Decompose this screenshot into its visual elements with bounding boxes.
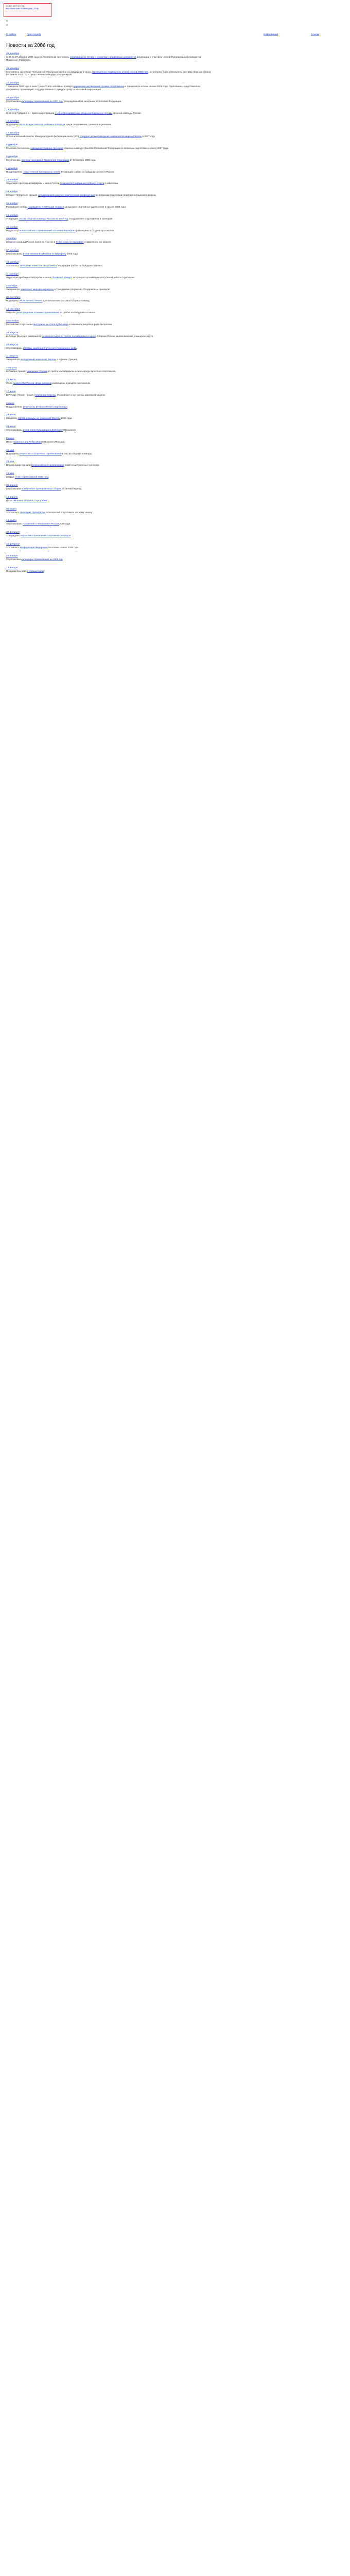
news-item — [6, 308, 212, 314]
news-link[interactable]: первого этапа Кубка мира — [13, 440, 42, 443]
news-link[interactable]: итоги летнего сезона — [19, 299, 43, 302]
news-text-lead: В Москве состоялось — [6, 146, 30, 149]
news-text-lead: Открыта — [6, 311, 16, 314]
news-text-lead: Опубликовано — [6, 522, 23, 526]
news-text-tail: в Познани (Польша). — [41, 440, 65, 443]
news-date-link[interactable]: 3 ноября — [6, 238, 16, 241]
news-text-tail: по вопросам подготовки к летнему сезону. — [45, 511, 93, 514]
news-text — [6, 440, 212, 444]
wayback-url-link[interactable]: http://www.ssfsr.ru/news/year_2006/ — [6, 7, 39, 10]
header-icons — [0, 18, 350, 28]
news-text — [6, 370, 212, 373]
news-text — [6, 288, 212, 291]
news-link[interactable]: международная научно-практическая конференция — [38, 194, 95, 197]
news-item — [6, 202, 212, 209]
news-date-link[interactable]: 11 октября — [6, 273, 19, 276]
news-text-tail: от 30 ноября 2006 года. — [69, 158, 96, 161]
news-text-tail: размещены в разделе протоколов. — [75, 229, 115, 232]
news-date-link[interactable]: 20 июня — [6, 426, 16, 429]
news-date-link[interactable]: 29 декабря — [6, 53, 19, 55]
news-item — [6, 366, 212, 373]
news-text-tail: с юбилеями. — [104, 182, 119, 185]
news-item — [6, 354, 212, 361]
news-link[interactable]: молодёжный чемпионат Европы — [20, 358, 57, 361]
news-text-lead: В Рачице (Чехия) прошёл — [6, 393, 36, 396]
news-text — [6, 135, 212, 138]
news-date-link[interactable]: 12 декабря — [6, 132, 19, 135]
news-item — [6, 543, 212, 549]
news-item — [6, 472, 212, 479]
news-text — [6, 335, 212, 338]
news-item — [6, 155, 212, 162]
news-text — [6, 71, 212, 77]
news-link[interactable]: календарь соревнований на 2006 год — [21, 557, 63, 561]
news-text-tail: среди спортсменов, тренеров и регионов. — [65, 123, 112, 126]
news-text — [6, 382, 212, 385]
news-text — [6, 323, 212, 326]
news-text-lead: Итоги — [6, 381, 13, 384]
news-item — [6, 167, 212, 174]
news-link[interactable]: план учебно-тренировочных сборов — [21, 487, 61, 490]
news-link[interactable]: чемпионат мира по марафону — [20, 287, 54, 291]
news-item — [6, 284, 212, 291]
news-date-link[interactable]: 22 мая — [6, 461, 14, 464]
news-text-tail: , на котором были утверждены составы сборных команд России на 2007 год и представлены кандидатуры тренеров. — [6, 70, 211, 76]
news-link[interactable]: с Новым годом — [27, 569, 44, 572]
news-text-lead: Итоги — [6, 499, 13, 502]
news-link[interactable]: положение о чемпионате России — [23, 522, 59, 526]
news-list — [6, 52, 212, 572]
news-item — [6, 178, 212, 185]
news-text-lead: Подведены — [6, 299, 20, 302]
news-text — [6, 264, 212, 267]
news-text-lead: Представляем — [6, 170, 23, 173]
news-text-lead: В Самаре прошёл — [6, 370, 27, 373]
news-link[interactable]: чемпионат мира по гребле на байдарках и каноэ — [42, 334, 96, 337]
news-item — [6, 237, 212, 244]
news-item — [6, 425, 212, 432]
news-text-tail: и завоевали медали в ряде дисциплин. — [68, 323, 113, 326]
news-text-tail: Федерации гребли на байдарках и каноэ. — [57, 264, 103, 267]
news-text — [6, 229, 212, 232]
news-text — [6, 299, 212, 302]
news-text — [6, 558, 212, 561]
news-text — [6, 511, 212, 514]
news-date-link[interactable]: 12 января — [6, 566, 18, 569]
news-item — [6, 261, 212, 267]
news-text-tail: по гребле на байдарках и каноэ. — [59, 311, 96, 314]
news-item — [6, 378, 212, 385]
news-text-lead: Опубликованы — [6, 429, 23, 432]
nav-home-link[interactable]: О гребле — [6, 33, 16, 36]
news-text-tail: . — [62, 557, 63, 561]
news-date-link[interactable]: 26 декабря — [6, 67, 19, 70]
news-date-link[interactable]: 14 апреля — [6, 496, 18, 499]
news-text-lead: Российские гребцы — [6, 205, 28, 208]
news-text-lead: Состоялась — [6, 546, 20, 549]
news-date-link[interactable]: 11 августа — [6, 355, 18, 358]
news-item — [6, 507, 212, 514]
news-item — [6, 190, 212, 197]
news-text-tail: . — [67, 405, 68, 408]
top-navigation — [0, 31, 350, 38]
news-item — [6, 249, 212, 256]
news-text-tail: в Трондхейме (Норвегия). Поздравляем призёров! — [54, 287, 110, 291]
news-text — [6, 241, 212, 244]
news-text-tail: 2006 года. — [59, 522, 71, 526]
news-link[interactable]: награждены почётными знаками — [28, 205, 64, 208]
news-text — [6, 546, 212, 549]
news-item — [6, 67, 212, 77]
news-item — [6, 531, 212, 537]
header-dot-icon — [6, 24, 8, 26]
news-text — [6, 217, 212, 221]
news-text-tail: в 2007 году. — [142, 135, 155, 138]
news-text-lead: Опубликован — [6, 487, 22, 490]
news-text — [6, 417, 212, 420]
news-item — [6, 131, 212, 138]
news-text-lead: Состоялось — [6, 264, 20, 267]
news-item — [6, 554, 212, 561]
news-date-link[interactable]: 27 октября — [6, 249, 19, 252]
news-text-tail: на лучшую организацию спортивной работы в регионах. — [72, 276, 135, 279]
news-item — [6, 390, 212, 397]
news-date-link[interactable]: 1 декабря — [6, 167, 18, 170]
news-link[interactable]: новых членов тренерского совета — [23, 170, 60, 173]
news-text-tail: (Германия). — [62, 429, 77, 432]
news-date-link[interactable]: 10 ноября — [6, 226, 18, 229]
news-date-link[interactable]: 22 декабря — [6, 82, 19, 85]
news-text-lead: Утверждён — [6, 217, 19, 220]
page-title: Новости за 2006 год — [6, 43, 55, 48]
news-text-lead: Опубликован — [6, 99, 22, 103]
news-date-link[interactable]: 8 декабря — [6, 143, 18, 146]
news-link[interactable]: посвящённое подведению итогов сезона 2006 года — [92, 70, 149, 73]
news-text-tail: памяти заслуженных тренеров. — [64, 464, 99, 467]
news-text-lead: Федерация гребли на байдарках и каноэ России — [6, 182, 60, 185]
news-link[interactable]: Кубке мира по марафону — [56, 241, 84, 244]
news-text-tail: по итогам сезона 2005 года. — [47, 546, 79, 549]
wayback-label: 10 ЛЕТ ДНЯ ФОТО — [6, 5, 24, 7]
news-text-lead: Поздравляем всех — [6, 569, 27, 572]
news-text-tail: . Российские спортсмены завоевали медали. — [56, 393, 106, 396]
wayback-extra: ... — [6, 10, 8, 12]
news-item — [6, 143, 212, 150]
news-text-tail: . Поздравляем спортсменов и тренеров! — [68, 217, 113, 220]
news-text-lead: Результаты — [6, 229, 20, 232]
news-text-lead: Завершился — [6, 287, 21, 291]
news-text-lead: Опубликован — [6, 557, 22, 561]
news-link[interactable]: нормативы присвоения спортивных разрядов — [20, 534, 71, 537]
news-date-link[interactable]: 28 ноября — [6, 179, 18, 182]
news-date-link[interactable]: 30 марта — [6, 507, 17, 511]
news-text — [6, 182, 212, 185]
news-text — [6, 534, 212, 537]
news-text — [6, 499, 212, 502]
news-text-lead: Открыт — [6, 476, 15, 479]
news-link[interactable]: сезон соревнований 2006 года — [14, 476, 49, 479]
news-link[interactable]: составы команд для участия в чемпионате мира — [23, 346, 77, 349]
news-text-lead: Опубликованы — [6, 346, 23, 349]
news-item — [6, 120, 212, 126]
news-date-link[interactable]: 5 декабря — [6, 155, 18, 158]
news-link[interactable]: состав команды на чемпионат Европы — [18, 417, 61, 420]
news-text-lead: Представлены — [6, 405, 23, 408]
news-text-lead: Российские спортсмены — [6, 323, 33, 326]
news-text-lead: Утверждены — [6, 534, 21, 537]
wayback-banner — [4, 3, 51, 17]
news-text-lead: Итоги — [6, 440, 13, 443]
news-text-lead: Опубликованы — [6, 252, 23, 256]
news-item — [6, 402, 212, 409]
news-text — [6, 100, 212, 103]
news-item — [6, 96, 212, 103]
news-date-link[interactable]: 2 октября — [6, 284, 18, 287]
news-text-tail: и завоевала три медали. — [83, 241, 112, 244]
news-text — [6, 429, 212, 432]
news-text — [6, 112, 212, 115]
news-date-link[interactable]: 19 октября — [6, 261, 19, 264]
news-date-link[interactable]: 16 ноября — [6, 214, 18, 217]
news-link[interactable]: весенних сборов в Португалии — [13, 499, 47, 502]
news-text-lead: Завершился — [6, 358, 21, 361]
news-text-lead: Подведены — [6, 123, 20, 126]
news-link[interactable]: конференция Федерации — [20, 546, 48, 549]
news-link[interactable]: состав сборной команды России на 2007 год — [19, 217, 68, 220]
news-text-tail: . Сборная России заняла высокое командное место. — [95, 334, 154, 337]
news-item — [6, 226, 212, 232]
news-text-tail: в Афинах (Греция). — [56, 358, 78, 361]
news-text-lead: В Санкт-Петербурге прошла — [6, 194, 38, 197]
news-date-link[interactable]: 20 августа — [6, 343, 19, 346]
news-text — [6, 358, 212, 361]
news-link[interactable]: выступили на этапе Кубка мира — [33, 323, 68, 326]
news-text-lead: Подведены — [6, 452, 20, 455]
news-text-tail: в состав сборной команды. — [61, 452, 93, 455]
news-text-tail: размещены в разделе протоколов. — [51, 381, 91, 384]
nav-links-link[interactable]: Ссылки — [311, 33, 320, 36]
news-date-link[interactable]: 12 мая — [6, 472, 14, 476]
news-link[interactable]: поздравляет ветеранов гребного спорта — [60, 182, 104, 185]
news-item — [6, 52, 212, 62]
news-date-link[interactable]: 2 августа — [6, 367, 17, 370]
news-text — [6, 206, 212, 209]
news-text-lead: Объявлен — [6, 417, 18, 420]
news-item — [6, 496, 212, 502]
news-link[interactable]: протокол заседания Правления Федерации — [21, 158, 69, 161]
news-item — [6, 108, 212, 115]
news-link[interactable]: утвердил даты проведения чемпионатов мира и Европы — [79, 135, 142, 138]
news-date-link[interactable]: 17 июля — [6, 390, 16, 393]
news-text-tail: сборных команд субъектов Российской Федерации по вопросам подготовки к сезону 2007 года. — [63, 146, 169, 149]
news-link[interactable]: объявляет конкурс — [51, 276, 73, 279]
news-text — [6, 56, 212, 62]
news-text-lead: В Сегеде (Венгрия) завершился — [6, 334, 42, 337]
news-item — [6, 413, 212, 420]
news-item — [6, 343, 212, 350]
news-text-tail: . — [76, 346, 77, 349]
news-date-link[interactable]: 28 апреля — [6, 484, 18, 487]
news-link[interactable]: чемпионат Европы — [35, 393, 56, 396]
news-link[interactable]: заседание Президиума — [20, 511, 46, 514]
news-date-link[interactable]: 22 сентября — [6, 296, 21, 299]
news-date-link[interactable]: 29 июня — [6, 414, 16, 417]
news-date-link[interactable]: 28 февраля — [6, 531, 20, 534]
news-link[interactable]: Всероссийских соревнований «Осенний марафон» — [19, 229, 76, 232]
news-text-tail: 2006 года. — [60, 417, 73, 420]
news-date-link[interactable]: 19 декабря — [6, 108, 19, 111]
news-item — [6, 437, 212, 444]
news-text — [6, 85, 212, 91]
news-text-tail: . — [47, 499, 48, 502]
news-text-lead: С 26 по 27 декабря 2006 года в г. Челябинске состоялись — [6, 56, 70, 58]
nav-info-link[interactable]: Информация — [264, 33, 278, 36]
news-text-tail: сборной команды России. — [112, 111, 142, 114]
news-link[interactable]: чемпионат России — [27, 370, 47, 373]
news-item — [6, 519, 212, 526]
news-date-link[interactable]: 20 декабря — [6, 96, 19, 99]
news-text-lead: С 15 по 17 декабря в г. Краснодаре прошли — [6, 111, 55, 114]
news-link[interactable]: первенства России среди юниоров — [13, 381, 52, 384]
news-text-tail: Федерации гребли на байдарках и каноэ России. — [60, 170, 115, 173]
news-text-tail: по вопросам подготовки спортсменов высокого класса. — [95, 194, 156, 197]
news-item — [6, 296, 212, 302]
news-date-link[interactable]: 8 июля — [6, 402, 14, 405]
news-text — [6, 347, 212, 350]
news-text — [6, 452, 212, 455]
news-link[interactable]: церемония награждения лучших спортсменов — [73, 85, 124, 88]
news-text-lead: Сборная команда России приняла участие в — [6, 241, 56, 244]
news-text-tail: 2006 года. — [66, 252, 79, 256]
news-date-link[interactable]: 25 января — [6, 554, 18, 557]
news-text — [6, 570, 212, 573]
news-text-lead: Федерация гребли на байдарках и каноэ — [6, 276, 52, 279]
news-link[interactable]: Всероссийские соревнования — [31, 464, 64, 467]
news-text-tail: на летний период. — [61, 487, 82, 490]
news-item — [6, 273, 212, 279]
news-text-tail: , утверждённый на заседании Исполкома Федерации. — [62, 99, 122, 103]
news-item — [6, 214, 212, 221]
nav-press-link[interactable]: Прес-служба — [27, 33, 41, 36]
news-date-link[interactable]: 15 марта — [6, 519, 17, 522]
news-text-tail: по гребле на байдарках и каноэ среди взрослых спортсменов. — [47, 370, 116, 373]
news-item — [6, 566, 212, 573]
news-link[interactable]: заседание комиссии спортсменов — [20, 264, 57, 267]
news-text-tail: ! — [43, 569, 45, 572]
news-date-link[interactable]: 24 ноября — [6, 191, 18, 194]
news-text — [6, 252, 212, 256]
news-link[interactable]: совещание главных тренеров — [30, 146, 63, 149]
news-link[interactable]: учебно-тренировочные сборы молодёжного состава — [55, 111, 113, 114]
news-link[interactable]: регистрация на осенние соревнования — [16, 311, 59, 314]
news-item — [6, 449, 212, 455]
news-text-tail: и тренеров по итогам сезона 2006 года. Приглашены представители спортивных организаций, государственных структур и средств массовой информации. — [6, 85, 200, 91]
news-text-tail: для юношеских составов сборных команд. — [42, 299, 90, 302]
news-date-link[interactable]: 9 июня — [6, 437, 14, 440]
news-item — [6, 460, 212, 467]
news-item — [6, 319, 212, 326]
news-text — [6, 276, 212, 279]
news-text-tail: . — [48, 476, 49, 479]
news-date-link[interactable]: 28 августа — [6, 331, 19, 334]
news-link[interactable]: итоги Всероссийского рейтинга 2006 года — [19, 123, 65, 126]
header-dot-icon — [6, 20, 8, 22]
news-link[interactable]: результаты Всероссийской спартакиады — [23, 405, 67, 408]
news-text-lead: В Краснодаре прошли — [6, 464, 31, 467]
news-link[interactable]: календарь соревнований на 2007 год — [21, 99, 63, 103]
news-text — [6, 394, 212, 397]
news-date-link[interactable]: 20 ноября — [6, 202, 18, 205]
news-link[interactable]: итоги этапа Кубка мира в Дуйсбурге — [23, 429, 63, 432]
news-text — [6, 171, 212, 174]
news-link[interactable]: переговоры по Уставу и проектам Нормативных документов — [69, 56, 136, 58]
news-date-link[interactable]: 15 декабря — [6, 120, 19, 123]
news-text — [6, 194, 212, 197]
news-text — [6, 311, 212, 314]
news-link[interactable]: итоги чемпионата России по марафону — [23, 252, 66, 256]
news-date-link[interactable]: 25 июля — [6, 378, 16, 381]
news-text-tail: федерации с участием членов Президиума и руководства Правления Росспорта. — [6, 56, 201, 61]
news-date-link[interactable]: 10 февраля — [6, 543, 20, 546]
news-item — [6, 81, 212, 91]
news-text-tail: . — [71, 534, 72, 537]
news-text — [6, 487, 212, 490]
news-text-lead: Состоялось — [6, 511, 20, 514]
news-text — [6, 405, 212, 409]
news-date-link[interactable]: 31 мая — [6, 449, 14, 452]
news-date-link[interactable]: 14 сентября — [6, 308, 21, 311]
news-date-link[interactable]: 5 сентября — [6, 319, 19, 323]
news-text — [6, 522, 212, 526]
news-text-lead: Состоялось заседание Президиума Федерации гребли на байдарках и каноэ, — [6, 70, 93, 73]
news-text — [6, 464, 212, 467]
news-text — [6, 123, 212, 126]
news-text — [6, 476, 212, 479]
news-text — [6, 147, 212, 150]
news-link[interactable]: результаты отборочных соревнований — [19, 452, 62, 455]
news-item — [6, 331, 212, 338]
news-text-lead: Исполнительный комитет Международной федерации каноэ (ICF) — [6, 135, 80, 138]
news-text-lead: Опубликован — [6, 158, 22, 161]
news-text — [6, 159, 212, 162]
news-item — [6, 484, 212, 490]
news-text-lead: 7 февраля 2007 года в зале Гранд-Отеля «Москва» пройдёт — [6, 85, 74, 88]
news-text-tail: за высокие спортивные достижения в сезоне 2006 года. — [64, 205, 127, 208]
